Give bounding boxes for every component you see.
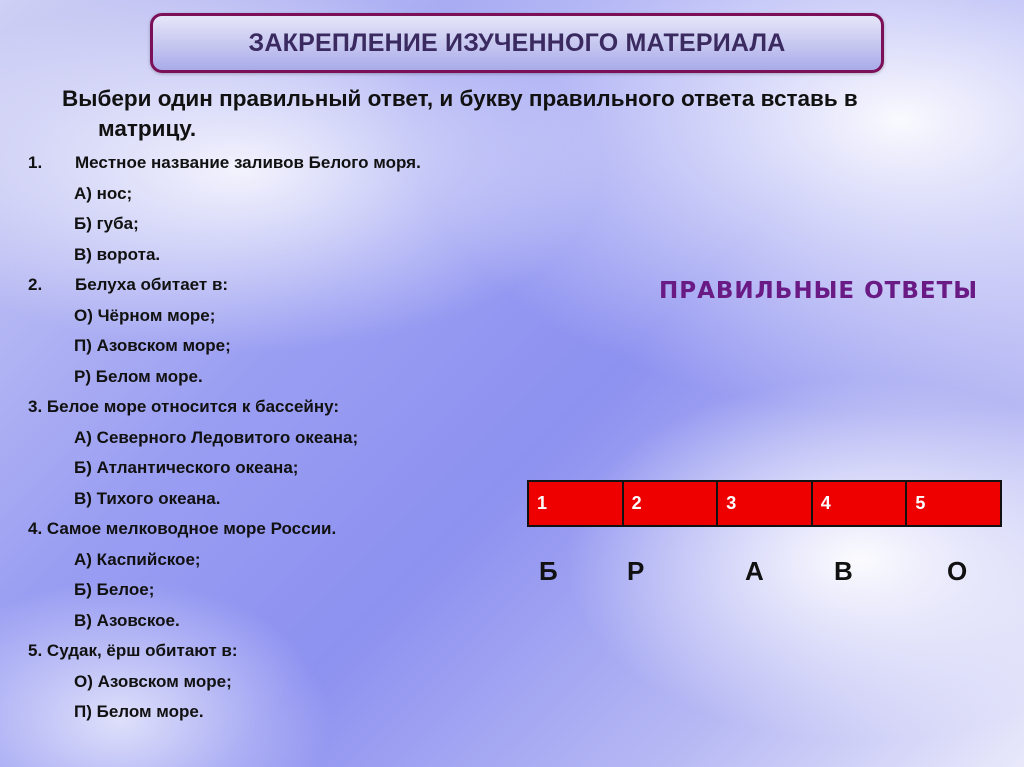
question-2 [28,270,528,301]
question-3 [28,392,528,423]
question-text: Белое море относится к бассейну: [46,397,340,416]
answer-letter-3: А [745,556,764,586]
slide-title: ЗАКРЕПЛЕНИЕ ИЗУЧЕННОГО МАТЕРИАЛА [248,28,786,57]
answer-option: В) Азовское. [74,610,180,630]
question-text: Местное название заливов Белого моря. [75,153,421,172]
answer-option: А) Каспийское; [74,549,201,569]
answer-option: О) Азовском море; [74,671,232,691]
question-number: 1. [28,153,43,172]
answer-option: П) Белом море. [74,702,204,721]
matrix-cell-5: 5 [915,493,926,513]
instruction-text [62,84,962,144]
answer-option: А) Северного Ледовитого океана; [74,427,359,447]
answer-option: В) Тихого океана. [74,488,221,508]
question-5 [28,636,528,667]
answer-option: А) нос; [74,183,133,203]
question-number: 4. [28,519,43,538]
question-list [28,148,528,728]
title-banner [150,13,884,73]
answer-option: О) Чёрном море; [74,305,216,325]
answer-option: Б) Белое; [74,580,155,599]
question-1 [28,148,528,179]
answer-option: Б) губа; [74,214,139,233]
question-number: 3. [28,397,43,416]
answer-letter-5: О [947,556,968,586]
answer-letter-2: Р [627,556,645,586]
instruction-line-1: Выбери один правильный ответ, и букву правильного ответа вставь в [62,86,858,111]
question-number: 2. [28,275,43,294]
matrix-cell-3: 3 [718,482,813,525]
matrix-cell-4: 4 [813,482,908,525]
answer-matrix [527,480,1002,527]
matrix-cell-1: 1 [529,482,624,525]
question-text: Белуха обитает в: [75,275,229,294]
answer-option: Б) Атлантического океана; [74,458,299,477]
question-text: Судак, ёрш обитают в: [46,641,238,660]
answer-option: В) ворота. [74,244,161,264]
question-number: 5. [28,641,43,660]
correct-answers-heading: ПРАВИЛЬНЫЕ ОТВЕТЫ [659,278,979,304]
answer-letter-1: Б [539,556,558,586]
answer-option: П) Азовском море; [74,336,231,355]
question-4 [28,514,528,545]
instruction-line-2: матрицу. [98,116,197,141]
answer-option: Р) Белом море. [74,366,203,386]
matrix-cell-2: 2 [624,482,719,525]
question-text: Самое мелководное море России. [46,519,337,538]
answer-letter-4: В [834,556,853,586]
